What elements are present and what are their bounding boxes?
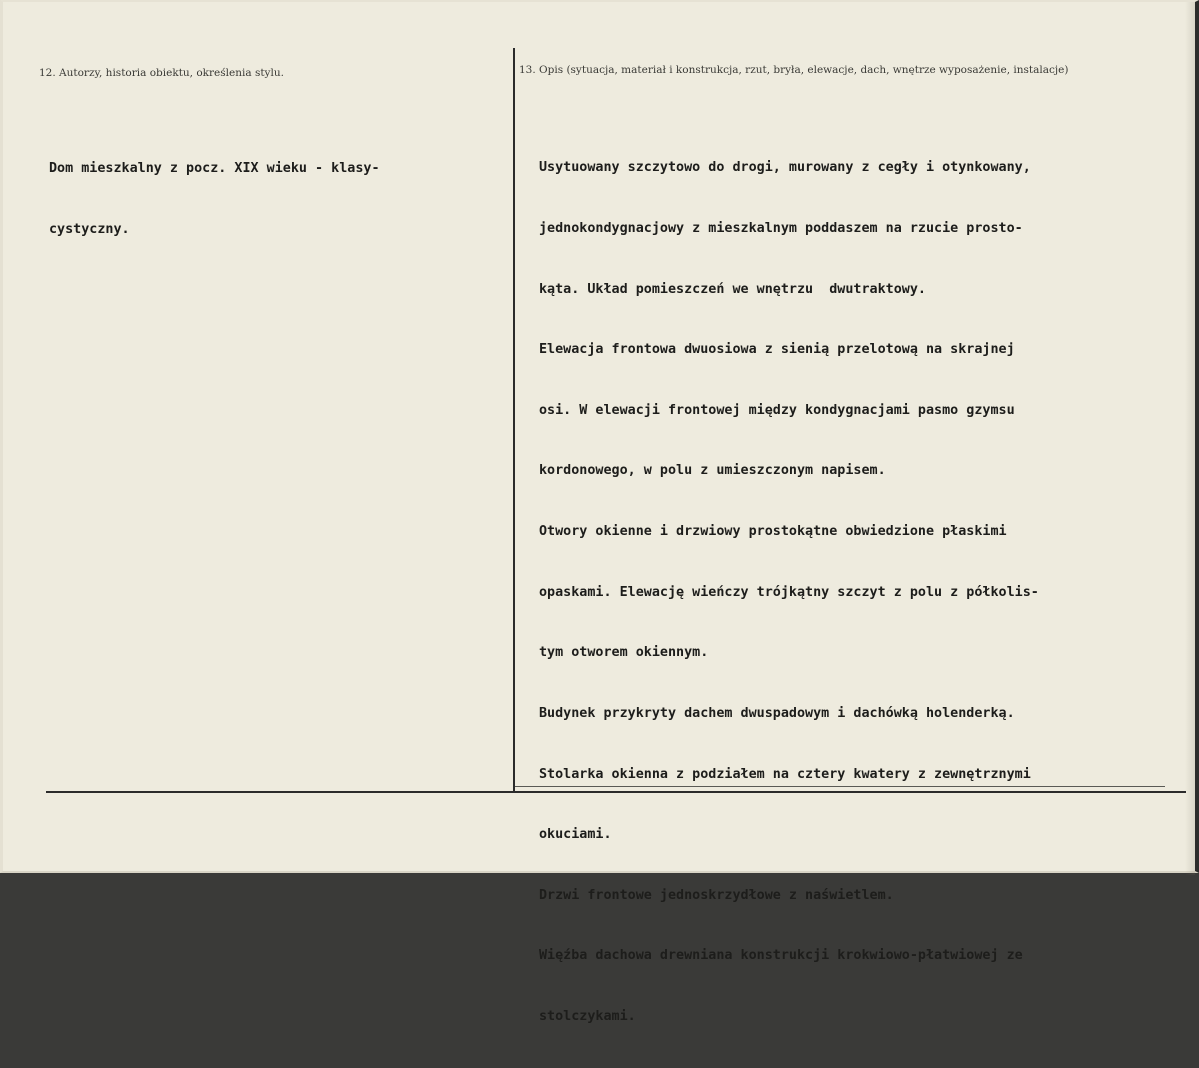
text-line: Dom mieszkalny z pocz. XIX wieku - klasy-	[49, 161, 380, 177]
text-line: cystyczny.	[49, 222, 130, 238]
section-13-text	[539, 118, 1039, 1068]
text-line: okuciami.	[539, 827, 612, 843]
section-13-label: 13. Opis (sytuacja, materiał i konstrukcja, rzut, bryła, elewacje, dach, wnętrze wyposażenie, instalacje)	[519, 64, 1069, 76]
text-line: Otwory okienne i drzwiowy prostokątne obwiedzione płaskimi	[539, 524, 1007, 540]
section-12-text	[49, 119, 380, 281]
section-12-label: 12. Autorzy, historia obiektu, określenia stylu.	[39, 67, 284, 79]
text-line: opaskami. Elewację wieńczy trójkątny szczyt z polu z półkolis-	[539, 584, 1039, 600]
text-line: Budynek przykryty dachem dwuspadowym i dachówką holenderką.	[539, 705, 1015, 721]
text-line: Drzwi frontowe jednoskrzydłowe z naświetlem.	[539, 887, 894, 903]
text-line: kordonowego, w polu z umieszczonym napisem.	[539, 463, 886, 479]
text-line: osi. W elewacji frontowej między kondygnacjami pasmo gzymsu	[539, 402, 1015, 418]
text-line: kąta. Układ pomieszczeń we wnętrzu dwutraktowy.	[539, 281, 926, 297]
text-line: Stolarka okienna z podziałem na cztery kwatery z zewnętrznymi	[539, 766, 1031, 782]
text-line: Usytuowany szczytowo do drogi, murowany z cegły i otynkowany,	[539, 160, 1031, 176]
text-line: tym otworem okiennym.	[539, 645, 709, 661]
text-line: jednokondygnacjowy z mieszkalnym poddaszem na rzucie prosto-	[539, 221, 1023, 237]
text-line: Więźba dachowa drewniana konstrukcji krokwiowo-płatwiowej ze	[539, 948, 1023, 964]
column-divider	[513, 48, 515, 792]
text-line: Elewacja frontowa dwuosiowa z sienią przelotową na skrajnej	[539, 342, 1015, 358]
text-line: stolczykami.	[539, 1008, 636, 1024]
card-edge-shadow	[1185, 2, 1195, 875]
